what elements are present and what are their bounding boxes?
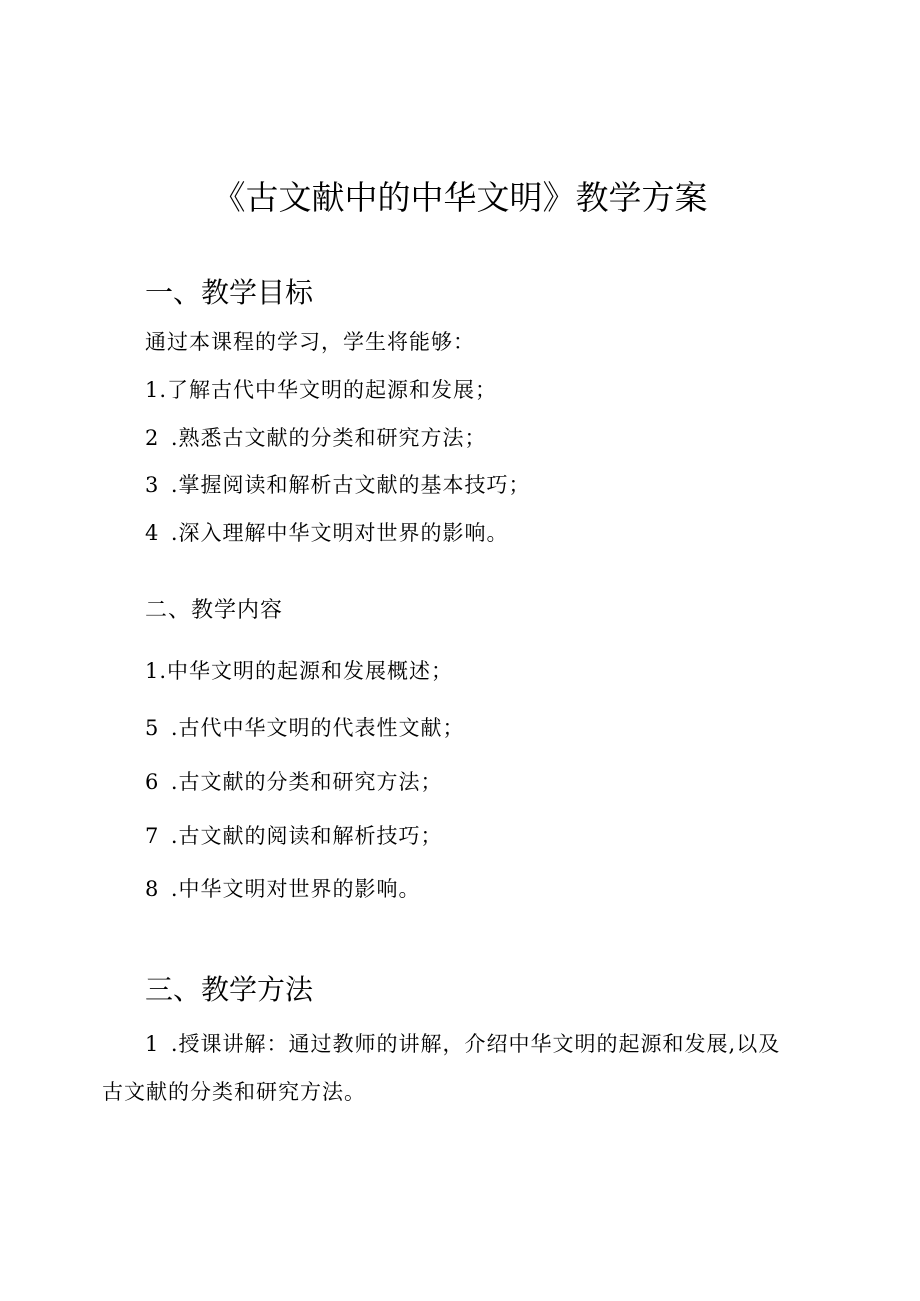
- section-heading-teaching-methods: 三、教学方法: [145, 973, 314, 1006]
- content-item-7: 7 .古文献的阅读和解析技巧；: [145, 824, 443, 848]
- objective-item-1: 1.了解古代中华文明的起源和发展；: [145, 378, 498, 402]
- objective-item-2: 2 .熟悉古文献的分类和研究方法；: [145, 426, 487, 450]
- objective-item-4: 4 .深入理解中华文明对世界的影响。: [145, 521, 509, 545]
- section-heading-teaching-objectives: 一、教学目标: [145, 276, 314, 309]
- content-item-6: 6 .古文献的分类和研究方法；: [145, 770, 443, 794]
- content-item-1: 1.中华文明的起源和发展概述；: [145, 659, 454, 683]
- content-item-8: 8 .中华文明对世界的影响。: [145, 877, 421, 901]
- objective-item-3: 3 .掌握阅读和解析古文献的基本技巧；: [145, 473, 531, 497]
- section-heading-teaching-content: 二、教学内容: [145, 598, 284, 623]
- document-title: 《古文献中的中华文明》教学方案: [212, 178, 708, 217]
- method-paragraph: 1 .授课讲解：通过教师的讲解，介绍中华文明的起源和发展,以及古文献的分类和研究方法。: [102, 1032, 781, 1104]
- content-item-5: 5 .古代中华文明的代表性文献；: [145, 716, 465, 740]
- section-intro: 通过本课程的学习，学生将能够：: [145, 330, 475, 354]
